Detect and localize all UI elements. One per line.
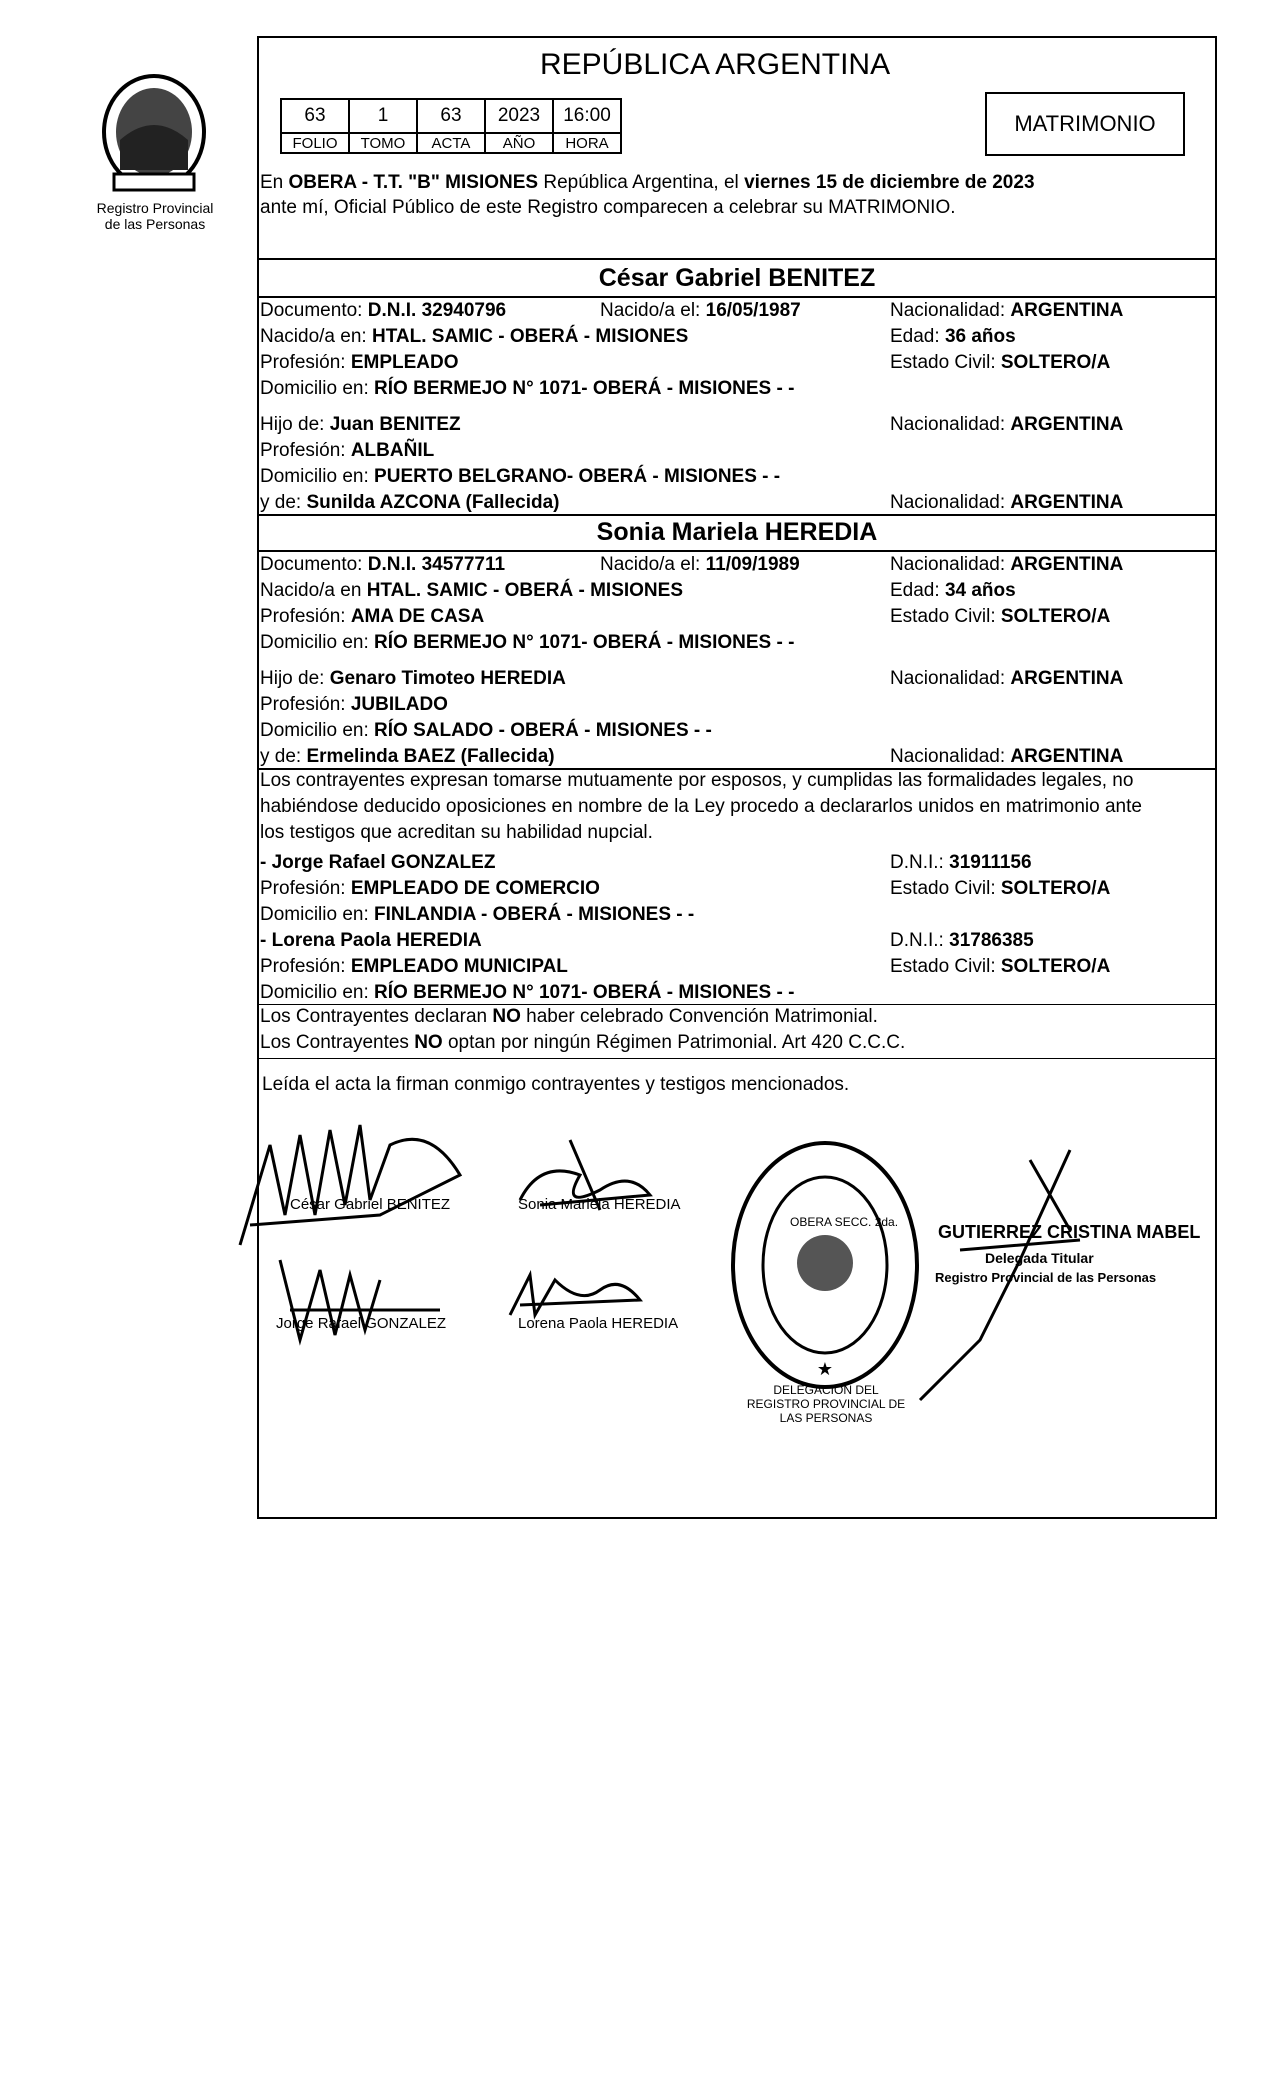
c1-mother-nat-label: Nacionalidad: bbox=[890, 492, 1011, 513]
signature-sonia bbox=[500, 1120, 680, 1230]
c1-born-value: 16/05/1987 bbox=[705, 300, 801, 321]
tomo-label: TOMO bbox=[349, 133, 417, 153]
intro-text-a: En bbox=[260, 172, 289, 193]
c2-prof-label: Profesión: bbox=[260, 606, 351, 627]
t2-prof-label: Profesión: bbox=[260, 956, 351, 977]
c2-mother-nat-value: ARGENTINA bbox=[1010, 746, 1124, 767]
t1-addr-value: FINLANDIA - OBERÁ - MISIONES - - bbox=[374, 904, 695, 925]
c1-addr bbox=[260, 378, 794, 400]
t2-addr-label: Domicilio en: bbox=[260, 982, 375, 1003]
c1-doc bbox=[260, 300, 506, 322]
note1 bbox=[260, 1006, 878, 1028]
c2-doc bbox=[260, 554, 505, 576]
officer-org: Registro Provincial de las Personas bbox=[935, 1270, 1157, 1285]
officer-name: GUTIERREZ CRISTINA MABEL bbox=[938, 1222, 1201, 1242]
c1-father-nat-label: Nacionalidad: bbox=[890, 414, 1011, 435]
c2-father bbox=[260, 668, 566, 690]
t1-dni-label: D.N.I.: bbox=[890, 852, 950, 873]
record-type-box: MATRIMONIO bbox=[985, 92, 1185, 156]
t2-dni bbox=[890, 930, 1034, 952]
divider bbox=[257, 1004, 1217, 1005]
divider bbox=[257, 296, 1217, 298]
intro-line2: ante mí, Oficial Público de este Registro comparecen a celebrar su MATRIMONIO. bbox=[260, 197, 956, 218]
c2-age-value: 34 años bbox=[944, 580, 1016, 601]
divider bbox=[257, 258, 1217, 260]
folio-value: 63 bbox=[281, 99, 349, 133]
note1-no: NO bbox=[492, 1006, 521, 1027]
t2-civil-value: SOLTERO/A bbox=[1000, 956, 1111, 977]
divider bbox=[257, 550, 1217, 552]
declaration-line3: los testigos que acreditan su habilidad nupcial. bbox=[260, 822, 653, 843]
t2-civil bbox=[890, 956, 1110, 978]
t2-addr bbox=[260, 982, 794, 1004]
c2-born-value: 11/09/1989 bbox=[705, 554, 800, 575]
hora-value: 16:00 bbox=[553, 99, 621, 133]
c1-prof-label: Profesión: bbox=[260, 352, 351, 373]
c1-birthplace bbox=[260, 326, 688, 348]
misiones-coat-of-arms-logo bbox=[90, 70, 218, 198]
c1-mother bbox=[260, 492, 560, 514]
divider bbox=[257, 514, 1217, 516]
t1-prof bbox=[260, 878, 600, 900]
note2 bbox=[260, 1032, 905, 1054]
c1-father bbox=[260, 414, 461, 436]
t2-prof-value: EMPLEADO MUNICIPAL bbox=[350, 956, 568, 977]
intro-date: viernes 15 de diciembre de 2023 bbox=[744, 172, 1035, 193]
intro-place: OBERA - T.T. "B" MISIONES bbox=[288, 172, 539, 193]
c1-father-nat bbox=[890, 414, 1123, 436]
t1-prof-label: Profesión: bbox=[260, 878, 351, 899]
c2-mother-nat bbox=[890, 746, 1123, 768]
t1-dni bbox=[890, 852, 1032, 874]
c2-father-label: Hijo de: bbox=[260, 668, 330, 689]
t2-dni-value: 31786385 bbox=[949, 930, 1034, 951]
testigo2-name: - Lorena Paola HEREDIA bbox=[260, 930, 482, 951]
page-title: REPÚBLICA ARGENTINA bbox=[540, 48, 891, 81]
t2-dni-label: D.N.I.: bbox=[890, 930, 950, 951]
c1-mother-nat-value: ARGENTINA bbox=[1010, 492, 1124, 513]
c2-prof bbox=[260, 606, 484, 628]
registry-line1: Registro Provincial bbox=[96, 200, 214, 216]
c1-father-prof bbox=[260, 440, 434, 462]
svg-text:★: ★ bbox=[816, 1359, 834, 1380]
registry-stamp bbox=[725, 1135, 925, 1395]
c2-father-nat-label: Nacionalidad: bbox=[890, 668, 1011, 689]
c1-age bbox=[890, 326, 1016, 348]
c1-doc-value: D.N.I. 32940796 bbox=[367, 300, 507, 321]
c1-born bbox=[600, 300, 801, 322]
c2-age bbox=[890, 580, 1016, 602]
stamp-sub: OBERA SECC. 2da. bbox=[790, 1215, 899, 1229]
anio-value: 2023 bbox=[485, 99, 553, 133]
c2-doc-label: Documento: bbox=[260, 554, 368, 575]
anio-label: AÑO bbox=[485, 133, 553, 153]
registry-label bbox=[70, 200, 240, 232]
t1-civil-label: Estado Civil: bbox=[890, 878, 1001, 899]
c1-prof bbox=[260, 352, 459, 374]
c1-mother-label: y de: bbox=[260, 492, 307, 513]
note2-a: Los Contrayentes bbox=[260, 1032, 415, 1053]
declaration-line1: Los contrayentes expresan tomarse mutuamente por esposos, y cumplidas las formalidades legales, no bbox=[260, 770, 1134, 791]
signature-label-cesar: César Gabriel BENITEZ bbox=[290, 1196, 451, 1213]
c1-nat bbox=[890, 300, 1123, 322]
signature-label-lorena: Lorena Paola HEREDIA bbox=[518, 1315, 679, 1332]
t1-addr-label: Domicilio en: bbox=[260, 904, 375, 925]
signature-cesar bbox=[230, 1105, 490, 1255]
t1-prof-value: EMPLEADO DE COMERCIO bbox=[350, 878, 600, 899]
c2-mother-nat-label: Nacionalidad: bbox=[890, 746, 1011, 767]
c1-prof-value: EMPLEADO bbox=[350, 352, 459, 373]
divider bbox=[257, 1058, 1217, 1059]
c1-doc-label: Documento: bbox=[260, 300, 368, 321]
c1-addr-value: RÍO BERMEJO N° 1071- OBERÁ - MISIONES - - bbox=[374, 378, 795, 399]
c2-prof-value: AMA DE CASA bbox=[350, 606, 485, 627]
c2-father-addr bbox=[260, 720, 712, 742]
t1-civil bbox=[890, 878, 1110, 900]
c1-born-label: Nacido/a el: bbox=[600, 300, 706, 321]
c2-father-addr-value: RÍO SALADO - OBERÁ - MISIONES - - bbox=[374, 720, 712, 741]
c1-father-addr-label: Domicilio en: bbox=[260, 466, 375, 487]
c2-civil-value: SOLTERO/A bbox=[1000, 606, 1111, 627]
stamp-text: DELEGACION DEL REGISTRO PROVINCIAL DE LAS PERSONAS bbox=[746, 1383, 906, 1425]
c2-father-prof-label: Profesión: bbox=[260, 694, 351, 715]
c2-born bbox=[600, 554, 800, 576]
c2-birthplace bbox=[260, 580, 683, 602]
registry-line2: de las Personas bbox=[104, 216, 206, 232]
c2-mother-label: y de: bbox=[260, 746, 307, 767]
c2-age-label: Edad: bbox=[890, 580, 945, 601]
c2-father-prof-value: JUBILADO bbox=[350, 694, 448, 715]
c2-nat-label: Nacionalidad: bbox=[890, 554, 1011, 575]
c1-addr-label: Domicilio en: bbox=[260, 378, 375, 399]
c2-birthplace-label: Nacido/a en bbox=[260, 580, 367, 601]
c2-mother bbox=[260, 746, 555, 768]
c2-nat-value: ARGENTINA bbox=[1010, 554, 1124, 575]
signature-jorge bbox=[270, 1240, 470, 1350]
c1-civil bbox=[890, 352, 1110, 374]
c2-father-prof bbox=[260, 694, 448, 716]
note2-c: optan por ningún Régimen Patrimonial. Art 420 C.C.C. bbox=[442, 1032, 906, 1053]
c2-mother-value: Ermelinda BAEZ (Fallecida) bbox=[306, 746, 555, 767]
folio-label: FOLIO bbox=[281, 133, 349, 153]
acta-value: 63 bbox=[417, 99, 485, 133]
registry-fields-table bbox=[280, 98, 622, 154]
note1-c: haber celebrado Convención Matrimonial. bbox=[520, 1006, 878, 1027]
acta-label: ACTA bbox=[417, 133, 485, 153]
t2-addr-value: RÍO BERMEJO N° 1071- OBERÁ - MISIONES - - bbox=[374, 982, 795, 1003]
c2-born-label: Nacido/a el: bbox=[600, 554, 706, 575]
hora-label: HORA bbox=[553, 133, 621, 153]
c1-father-prof-label: Profesión: bbox=[260, 440, 351, 461]
officer-title: Delegada Titular bbox=[985, 1250, 1094, 1266]
note2-no: NO bbox=[414, 1032, 443, 1053]
contrayente1-name: César Gabriel BENITEZ bbox=[598, 264, 876, 292]
declaration-line2: habiéndose deducido oposiciones en nombre de la Ley procedo a declararlos unidos en matrimonio ante bbox=[260, 796, 1142, 817]
c1-birthplace-value: HTAL. SAMIC - OBERÁ - MISIONES bbox=[371, 326, 689, 347]
c1-civil-value: SOLTERO/A bbox=[1000, 352, 1111, 373]
c1-father-value: Juan BENITEZ bbox=[329, 414, 461, 435]
c2-father-value: Genaro Timoteo HEREDIA bbox=[329, 668, 566, 689]
t2-civil-label: Estado Civil: bbox=[890, 956, 1001, 977]
c2-civil-label: Estado Civil: bbox=[890, 606, 1001, 627]
c1-father-addr-value: PUERTO BELGRANO- OBERÁ - MISIONES - - bbox=[374, 466, 781, 487]
c1-nat-label: Nacionalidad: bbox=[890, 300, 1011, 321]
c2-birthplace-value: HTAL. SAMIC - OBERÁ - MISIONES bbox=[366, 580, 683, 601]
testigo1-name: - Jorge Rafael GONZALEZ bbox=[260, 852, 496, 873]
c2-father-nat bbox=[890, 668, 1123, 690]
c2-nat bbox=[890, 554, 1123, 576]
closing-text: Leída el acta la firman conmigo contrayentes y testigos mencionados. bbox=[262, 1074, 850, 1095]
c2-addr bbox=[260, 632, 794, 654]
signature-label-sonia: Sonia Mariela HEREDIA bbox=[518, 1196, 681, 1213]
c1-age-value: 36 años bbox=[944, 326, 1016, 347]
signature-officer bbox=[900, 1140, 1100, 1410]
note1-a: Los Contrayentes declaran bbox=[260, 1006, 493, 1027]
contrayente2-name: Sonia Mariela HEREDIA bbox=[596, 518, 878, 546]
c2-father-addr-label: Domicilio en: bbox=[260, 720, 375, 741]
intro-text-b: República Argentina, el bbox=[538, 172, 745, 193]
c1-mother-value: Sunilda AZCONA (Fallecida) bbox=[306, 492, 560, 513]
signature-label-jorge: Jorge Rafael GONZALEZ bbox=[276, 1315, 447, 1332]
c1-birthplace-label: Nacido/a en: bbox=[260, 326, 372, 347]
c1-civil-label: Estado Civil: bbox=[890, 352, 1001, 373]
t1-civil-value: SOLTERO/A bbox=[1000, 878, 1111, 899]
c1-father-prof-value: ALBAÑIL bbox=[350, 440, 435, 461]
c1-nat-value: ARGENTINA bbox=[1010, 300, 1124, 321]
t1-addr bbox=[260, 904, 694, 926]
tomo-value: 1 bbox=[349, 99, 417, 133]
c1-father-label: Hijo de: bbox=[260, 414, 330, 435]
c2-civil bbox=[890, 606, 1110, 628]
c2-addr-value: RÍO BERMEJO N° 1071- OBERÁ - MISIONES - - bbox=[374, 632, 795, 653]
c2-father-nat-value: ARGENTINA bbox=[1010, 668, 1124, 689]
intro-line1 bbox=[260, 172, 1035, 194]
t2-prof bbox=[260, 956, 568, 978]
c2-addr-label: Domicilio en: bbox=[260, 632, 375, 653]
t1-dni-value: 31911156 bbox=[949, 852, 1032, 873]
c2-doc-value: D.N.I. 34577711 bbox=[367, 554, 506, 575]
c1-father-nat-value: ARGENTINA bbox=[1010, 414, 1124, 435]
c1-mother-nat bbox=[890, 492, 1123, 514]
c1-father-addr bbox=[260, 466, 780, 488]
c1-age-label: Edad: bbox=[890, 326, 945, 347]
